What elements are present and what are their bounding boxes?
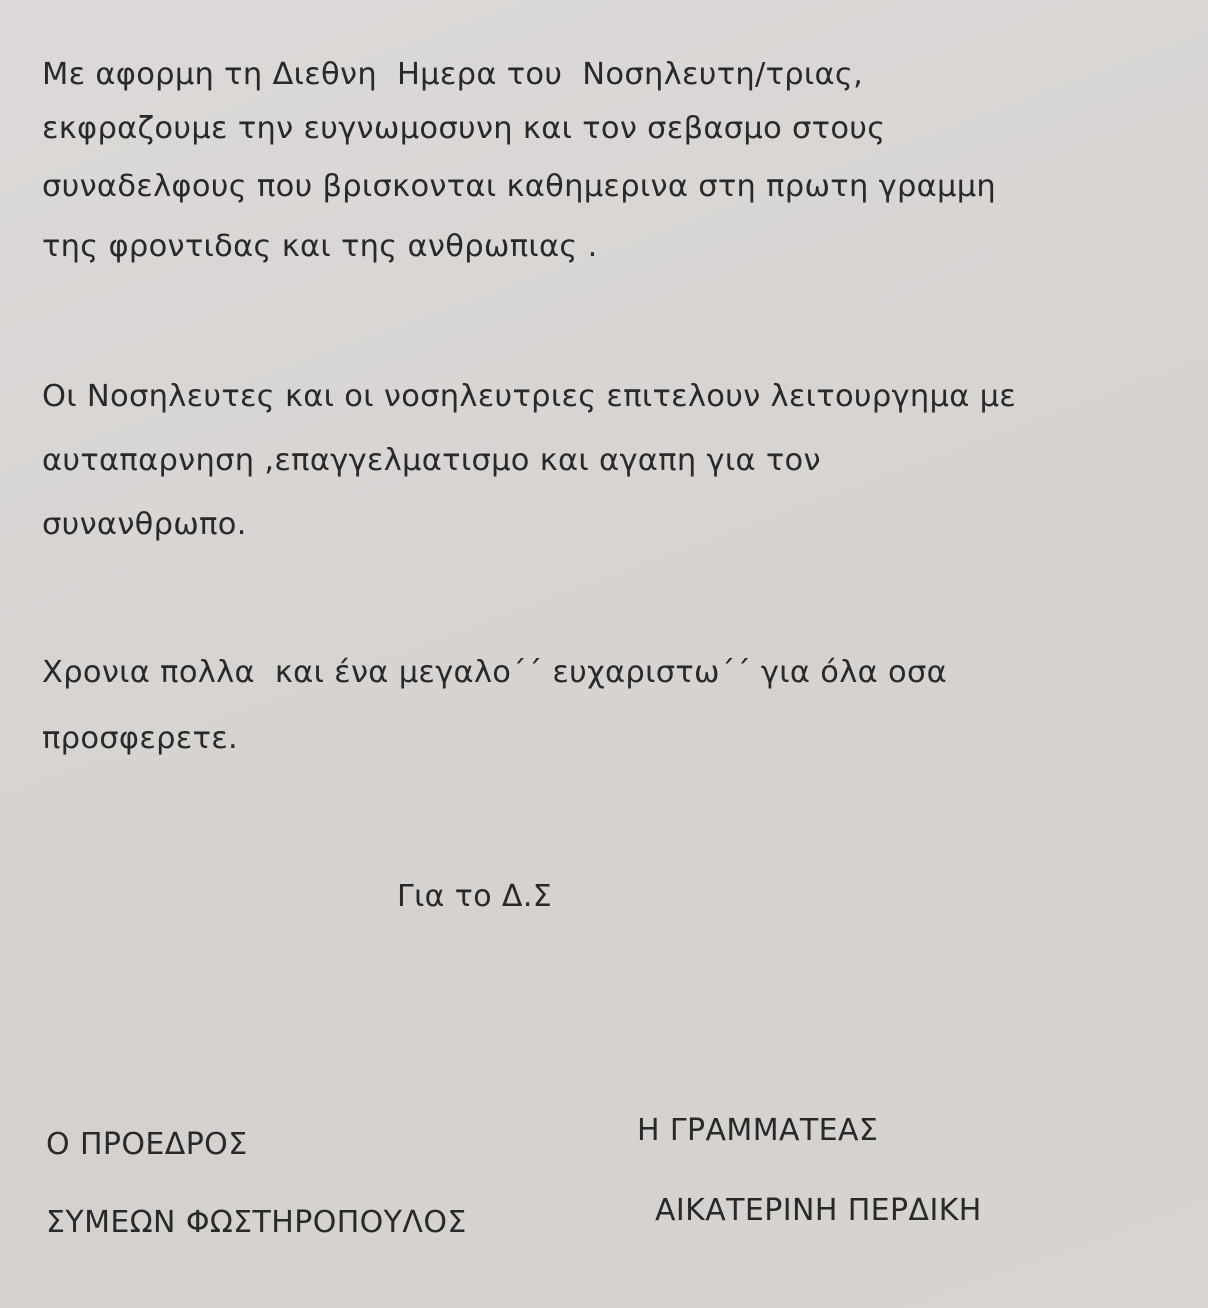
text-line: αυταπαρνηση ,επαγγελματισμο και αγαπη για τον (42, 443, 821, 478)
text-line: Χρονια πολλα και ένα μεγαλο΄΄ ευχαριστω΄΄ για όλα οσα (42, 655, 948, 690)
text-line: εκφραζουμε την ευγνωμοσυνη και τον σεβασμο στους (42, 111, 886, 146)
president-title: Ο ΠΡΟΕΔΡΟΣ (46, 1127, 248, 1162)
text-line: Οι Νοσηλευτες και οι νοσηλευτριες επιτελουν λειτουργημα με (42, 379, 1017, 414)
secretary-name: ΑΙΚΑΤΕΡΙΝΗ ΠΕΡΔΙΚΗ (655, 1193, 982, 1228)
secretary-title: Η ΓΡΑΜΜΑΤΕΑΣ (637, 1113, 879, 1148)
president-name: ΣΥΜΕΩΝ ΦΩΣΤΗΡΟΠΟΥΛΟΣ (46, 1205, 467, 1240)
text-line: της φροντιδας και της ανθρωπιας . (42, 229, 598, 264)
text-line: συναδελφους που βρισκονται καθημερινα στη πρωτη γραμμη (42, 169, 997, 204)
text-line: προσφερετε. (42, 721, 239, 756)
text-line: Με αφορμη τη Διεθνη Ημερα του Νοσηλευτη/τριας, (42, 57, 864, 92)
text-line: συνανθρωπο. (42, 507, 247, 542)
board-line: Για το Δ.Σ (397, 879, 553, 914)
